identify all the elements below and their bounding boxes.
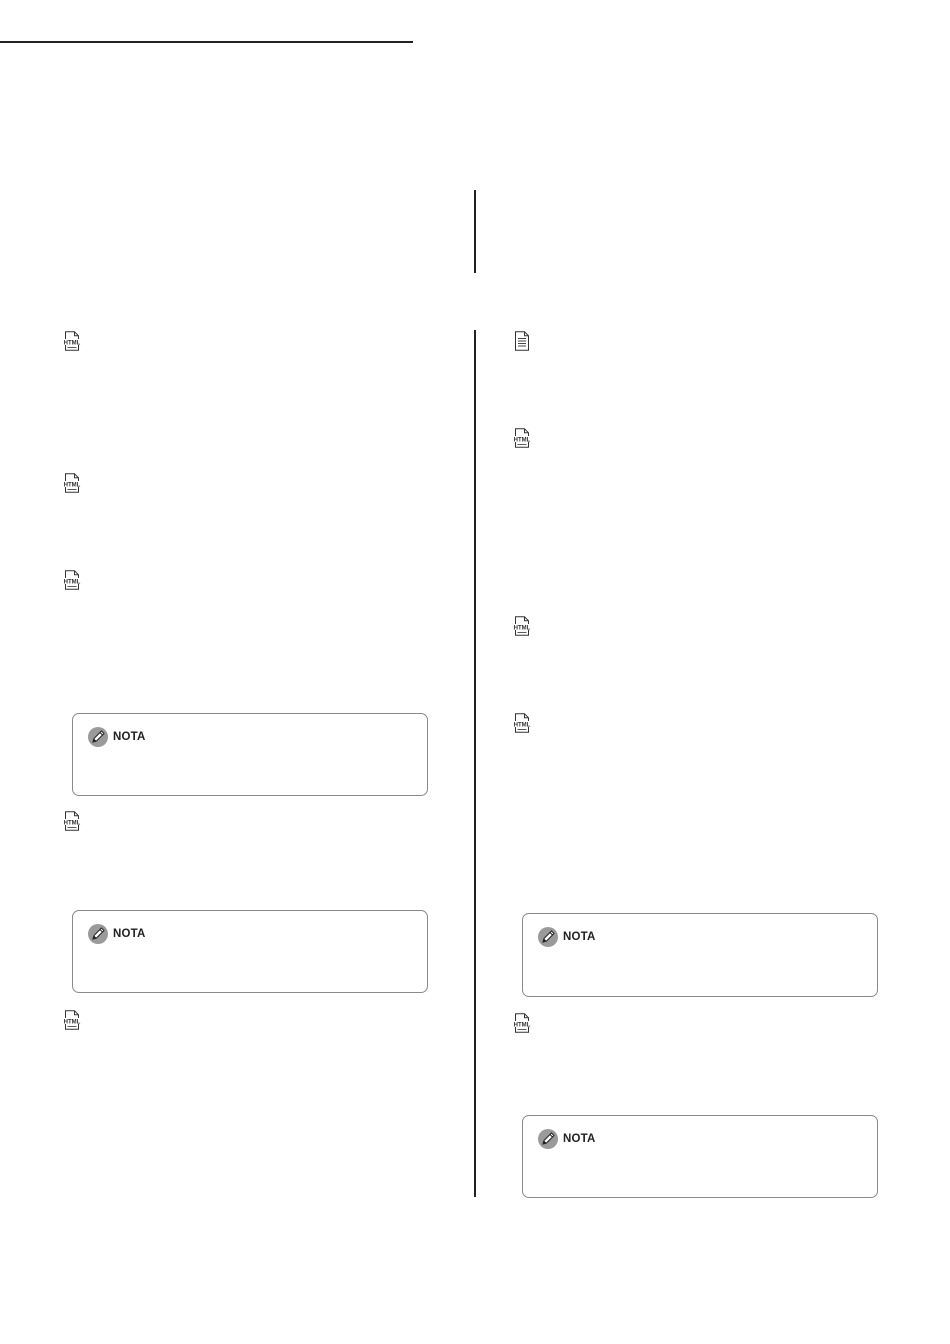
note-box bbox=[72, 713, 428, 796]
html-file-icon bbox=[513, 616, 531, 636]
note-label: NOTA bbox=[113, 731, 146, 743]
column-divider-main bbox=[474, 330, 476, 1197]
column-divider-top bbox=[474, 190, 476, 273]
html-file-icon bbox=[513, 713, 531, 733]
pencil-icon bbox=[537, 926, 559, 948]
html-file-icon bbox=[513, 428, 531, 448]
note-box bbox=[522, 1115, 878, 1198]
html-file-icon bbox=[63, 1010, 81, 1030]
note-label: NOTA bbox=[113, 928, 146, 940]
note-label: NOTA bbox=[563, 1133, 596, 1145]
pencil-icon bbox=[87, 923, 109, 945]
pencil-icon bbox=[537, 1128, 559, 1150]
note-label: NOTA bbox=[563, 931, 596, 943]
note-box bbox=[72, 910, 428, 993]
html-file-icon bbox=[63, 811, 81, 831]
html-file-icon bbox=[513, 1013, 531, 1033]
html-file-icon bbox=[63, 473, 81, 493]
pencil-icon bbox=[87, 726, 109, 748]
text-file-icon bbox=[513, 331, 531, 351]
html-file-icon bbox=[63, 331, 81, 351]
note-box bbox=[522, 913, 878, 997]
header-rule bbox=[0, 41, 413, 43]
html-file-icon bbox=[63, 570, 81, 590]
